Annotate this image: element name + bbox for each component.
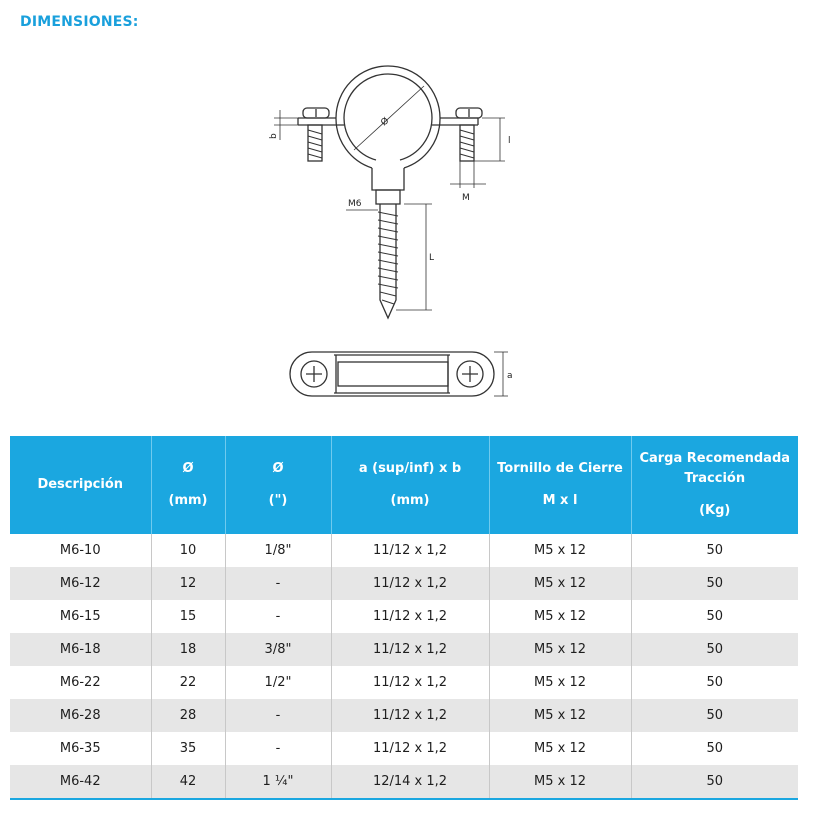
cell-descripcion: M6-28 [10, 699, 151, 732]
big-l-dimension [396, 204, 435, 310]
cell-descripcion: M6-22 [59, 675, 101, 690]
cell-a-x-b: 11/12 x 1,2 [331, 567, 489, 600]
cell-a-x-b: 11/12 x 1,2 [331, 699, 489, 732]
page-heading: DIMENSIONES: [20, 14, 139, 30]
cell-carga: 50 [631, 567, 798, 600]
table-row [10, 567, 798, 600]
header-diameter-mm: Ø (mm) [151, 436, 225, 534]
cell-diameter-inch: 3/8" [225, 633, 331, 666]
cell-diameter-inch: 1 ¼" [225, 765, 331, 799]
cell-tornillo: M5 x 12 [489, 765, 631, 799]
cell-carga: 50 [631, 765, 798, 799]
m-dimension [450, 161, 486, 188]
header-carga: Carga Recomendada Tracción (Kg) [631, 436, 798, 534]
cell-diameter-mm: 28 [151, 699, 225, 732]
header-diameter-inch: Ø (") [225, 436, 331, 534]
big-l-label: L [429, 253, 435, 263]
cell-diameter-mm: 15 [151, 600, 225, 633]
clamp-top-view [290, 352, 494, 396]
table-row [10, 666, 798, 699]
cell-diameter-inch: - [225, 732, 331, 765]
cell-a-x-b: 12/14 x 1,2 [331, 765, 489, 799]
cell-diameter-mm: 10 [151, 534, 225, 567]
cell-diameter-inch: - [225, 600, 331, 633]
cell-diameter-inch: - [225, 567, 331, 600]
cell-a-x-b: 11/12 x 1,2 [331, 666, 489, 699]
cell-descripcion: M6-10 [59, 543, 101, 558]
header-tornillo: Tornillo de Cierre M x l [489, 436, 631, 534]
table-row [10, 600, 798, 633]
table-row [10, 732, 798, 765]
cell-descripcion: M6-18 [10, 633, 151, 666]
cell-tornillo: M5 x 12 [489, 699, 631, 732]
a-dimension [494, 352, 508, 396]
table-row [10, 765, 798, 799]
diameter-label: Ø [379, 116, 392, 129]
cell-tornillo: M5 x 12 [489, 633, 631, 666]
cell-a-x-b: 11/12 x 1,2 [331, 534, 489, 567]
cell-a-x-b: 11/12 x 1,2 [331, 732, 489, 765]
l-label: l [508, 136, 511, 146]
cell-diameter-inch: - [225, 699, 331, 732]
cell-diameter-mm: 12 [151, 567, 225, 600]
diameter-line [354, 86, 424, 150]
cell-carga: 50 [631, 732, 798, 765]
clamp-ring-inner [344, 74, 432, 118]
cell-tornillo: M5 x 12 [489, 600, 631, 633]
cell-descripcion: M6-12 [10, 567, 151, 600]
header-descripcion: Descripción [10, 436, 151, 534]
cell-diameter-mm: 35 [151, 732, 225, 765]
cell-tornillo: M5 x 12 [489, 732, 631, 765]
cell-diameter-inch: 1/2" [225, 666, 331, 699]
m6-label: M6 [348, 199, 362, 209]
m-label: M [462, 193, 470, 203]
cell-descripcion: M6-15 [59, 609, 101, 624]
cell-diameter-mm: 42 [151, 765, 225, 799]
dimensions-table [10, 436, 798, 800]
cell-descripcion: M6-35 [59, 741, 101, 756]
lag-screw-threads [378, 212, 398, 304]
cell-descripcion: M6-42 [10, 765, 151, 799]
table-row [10, 534, 798, 567]
cell-diameter-mm: 18 [151, 633, 225, 666]
cell-tornillo: M5 x 12 [489, 666, 631, 699]
a-label: a [507, 371, 513, 381]
table-row [10, 699, 798, 732]
cell-tornillo: M5 x 12 [489, 567, 631, 600]
cell-a-x-b: 11/12 x 1,2 [331, 633, 489, 666]
cell-carga: 50 [631, 534, 798, 567]
cell-diameter-mm: 22 [151, 666, 225, 699]
screw-threads [308, 130, 474, 158]
cell-a-x-b: 11/12 x 1,2 [331, 600, 489, 633]
cell-tornillo: M5 x 12 [489, 534, 631, 567]
table-row [10, 633, 798, 666]
cell-carga: 50 [631, 666, 798, 699]
cell-diameter-inch: 1/8" [225, 534, 331, 567]
cell-carga: 50 [631, 600, 798, 633]
header-a-x-b: a (sup/inf) x b (mm) [331, 436, 489, 534]
lag-screw [372, 168, 404, 318]
b-label: b [269, 133, 279, 139]
cell-carga: 50 [631, 699, 798, 732]
cell-carga: 50 [631, 633, 798, 666]
table-header-row [10, 436, 798, 534]
